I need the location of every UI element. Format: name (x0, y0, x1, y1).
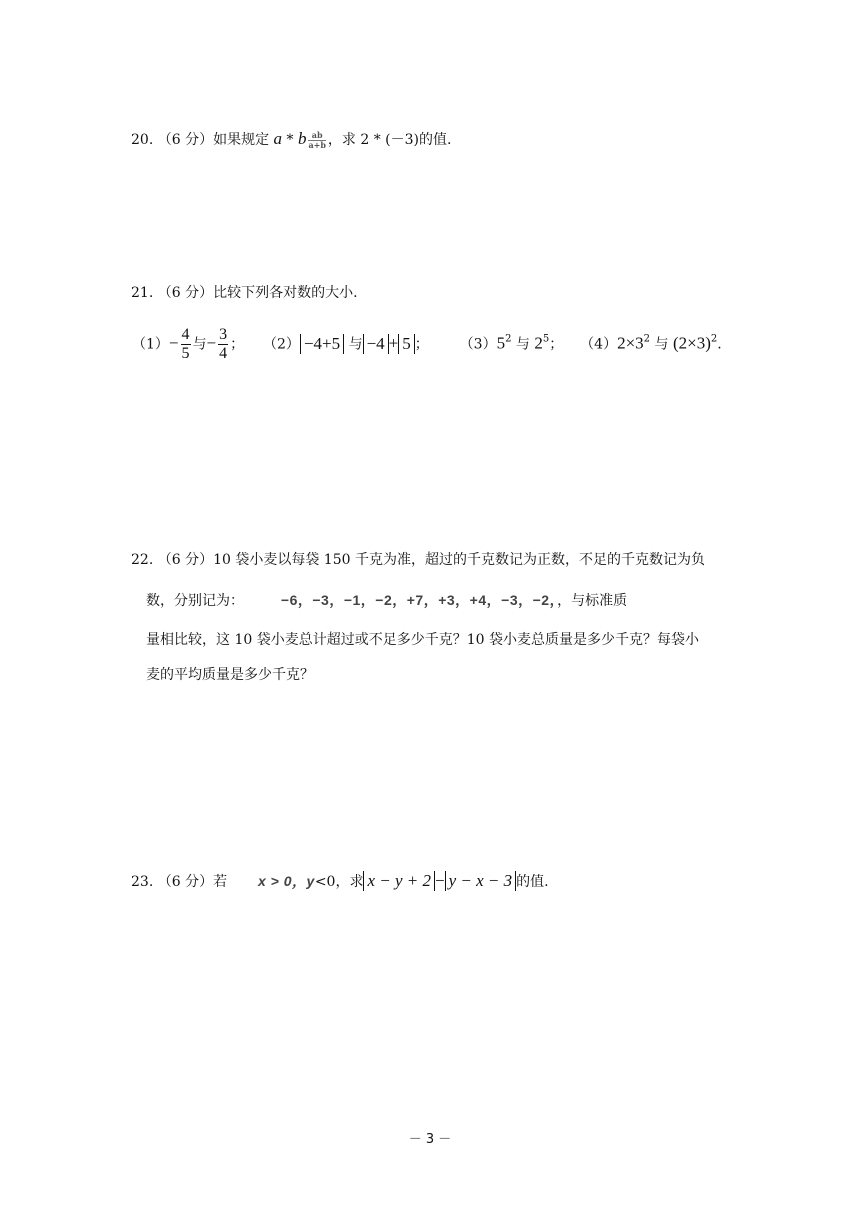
question-points: （6 分） (157, 132, 214, 148)
question-21-parts (132, 326, 722, 363)
absolute-value: −4 (363, 334, 389, 354)
question-text: ，与标准质 (557, 593, 628, 609)
absolute-value: y − x − 3 (445, 871, 517, 891)
question-number: 20. (131, 132, 154, 148)
question-text-tail: 的值. (516, 874, 549, 890)
power-exponent: 5 (542, 333, 550, 345)
minus-sign: − (168, 333, 179, 353)
question-number: 23. (131, 874, 154, 890)
question-points: （6 分） (157, 874, 214, 890)
plus-sign: + (388, 333, 399, 353)
question-text-tail: ，求 2 * (－3)的值. (327, 132, 452, 148)
question-21 (131, 283, 358, 303)
question-points: （6 分） (157, 552, 214, 568)
fraction-numerator: 3 (219, 326, 228, 343)
fraction-numerator: 4 (181, 326, 190, 343)
question-number: 22. (131, 552, 154, 568)
question-text: 如果规定 (213, 132, 270, 148)
math-b: b (297, 129, 307, 148)
page-number: － 3 － (408, 1132, 452, 1147)
condition-x-positive: x > 0， (257, 873, 307, 889)
question-20 (131, 129, 451, 150)
math-a: a (273, 129, 283, 148)
operator-star: * (286, 132, 294, 148)
part-2-label: （2） (263, 336, 300, 353)
with-word: 与 (654, 336, 669, 353)
fraction-denominator: 5 (181, 345, 190, 362)
product-expression: 2×3 (617, 333, 644, 353)
with-word: 与 (515, 336, 530, 353)
question-22-line-2 (146, 590, 627, 611)
power-exponent: 2 (505, 333, 512, 345)
separator: ； (230, 336, 245, 353)
power-exponent: 2 (710, 333, 718, 345)
condition-y: y (306, 873, 315, 889)
question-22-line-4 (146, 665, 314, 685)
end-period: . (717, 336, 722, 353)
absolute-value: x − y + 2 (363, 871, 435, 891)
part-4-label: （4） (580, 336, 618, 353)
absolute-value: 5 (398, 334, 415, 354)
fraction-numerator: ab (311, 129, 323, 140)
separator: ； (414, 336, 429, 353)
power-base: 5 (496, 333, 506, 353)
part-3-label: （3） (459, 336, 497, 353)
absolute-value: −4+5 (300, 334, 344, 354)
fraction-three-quarters (218, 326, 228, 363)
question-points: （6 分） (157, 285, 214, 301)
power-base: 2 (534, 333, 543, 353)
question-text: 数，分别记为： (146, 593, 244, 609)
with-word: 与 (192, 336, 207, 353)
fraction-denominator: a+b (308, 139, 326, 150)
recorded-values: −6，−3，−1，−2，+7，+3，+4，−3，−2， (280, 592, 558, 608)
question-22-line-3 (146, 630, 699, 650)
power-exponent: 2 (643, 333, 651, 345)
question-text: 麦的平均质量是多少千克？ (146, 667, 314, 683)
question-number: 21. (131, 285, 154, 301)
question-text: 比较下列各对数的大小. (213, 285, 358, 301)
part-1-label: （1） (132, 336, 169, 353)
separator: ； (549, 336, 564, 353)
with-word: 与 (348, 336, 363, 353)
fraction-denominator: 4 (219, 345, 228, 362)
product-expression: (2×3) (672, 333, 711, 353)
question-23 (131, 871, 549, 892)
question-text: 10 袋小麦以每袋 150 千克为准，超过的千克数记为正数，不足的千克数记为负 (213, 552, 705, 568)
definition-fraction (308, 131, 325, 150)
question-22-line-1 (131, 550, 705, 570)
minus-sign: − (206, 333, 217, 353)
question-text: 量相比较，这 10 袋小麦总计超过或不足多少千克？10 袋小麦总质量是多少千克？每袋小 (146, 632, 699, 648)
minus-sign: − (435, 871, 445, 890)
condition-y-negative: <0，求 (314, 874, 364, 890)
fraction-four-fifths (181, 326, 191, 363)
question-text: 若 (213, 874, 228, 890)
